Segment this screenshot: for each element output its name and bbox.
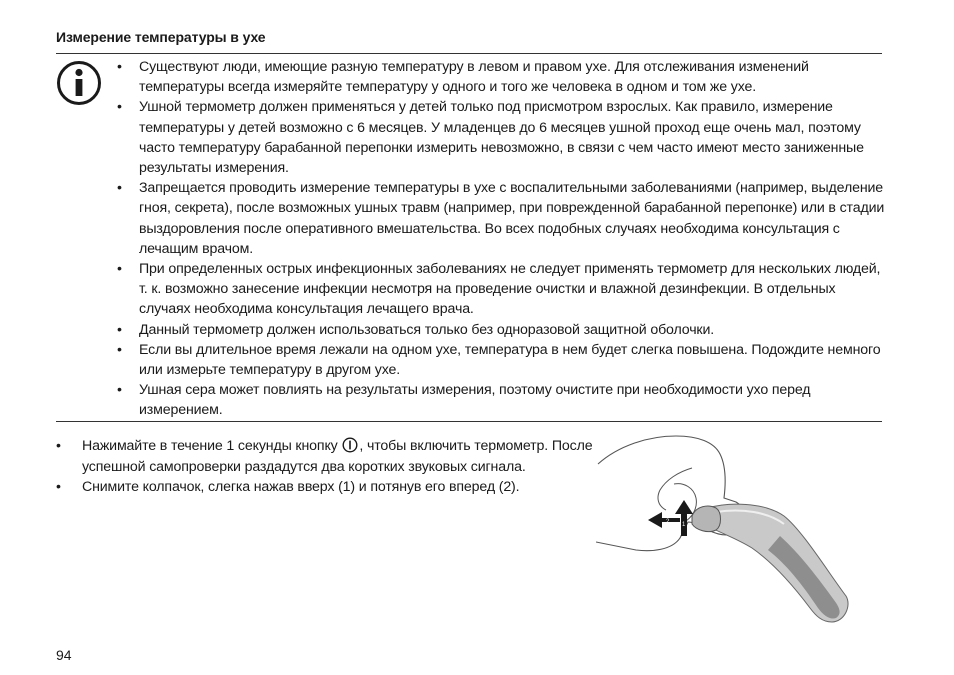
step-item [56,436,601,477]
step-item: • Снимите колпачок, слегка нажав вверх (1) и потянув его вперед (2). [56,477,601,498]
notes-rule [56,421,882,422]
thermometer-illustration [596,432,852,628]
note-item: • Ушная сера может повлиять на результаты измерения, поэтому очистите при необходимости ухо перед измерением. [117,380,889,420]
info-notes-list [117,57,889,421]
note-item: • Данный термометр должен использоваться только без одноразовой защитной оболочки. [117,320,889,340]
section-title: Измерение температуры в ухе [56,29,266,45]
header-rule [56,53,882,54]
arrow-label-1: 1 [682,522,686,528]
step-text: , чтобы включить термометр. После успешной самопроверки раздадутся два коротких звуковых сигнала. [82,438,593,475]
power-button-icon [342,437,358,453]
instruction-steps [56,436,601,498]
note-item: • Если вы длительное время лежали на одном ухе, температура в нем будет слегка повышена. Подождите немного или измерьте температуру в другом ухе. [117,340,889,380]
arrow-label-2: 2 [666,519,670,525]
probe-cap [692,506,721,532]
note-item: • Запрещается проводить измерение температуры в ухе с воспалительными заболеваниями (например, выделение гноя, секрета), после возможных ушных травм (например, при поврежденной барабанной перепонке) или в стадии выздоровления после оперативного вмешательства. Во всех подобных случаях необходима консультация с лечащим врачом. [117,178,889,259]
note-item: • Ушной термометр должен применяться у детей только под присмотром взрослых. Как правило, измерение температуры у детей возможно с 6 месяцев. У младенцев до 6 месяцев ушной проход еще очень мал, поэтому часто температуру барабанной перепонки измерить невозможно, в связи с чем часто имеют место заниженные результаты измерения. [117,97,889,178]
note-item: • Существуют люди, имеющие разную температуру в левом и правом ухе. Для отслеживания изменений температуры всегда измеряйте температуру у одного и того же человека в одном и том же ухе. [117,57,889,97]
step-text: Нажимайте в течение 1 секунды кнопку [82,438,338,454]
arrow-left-2 [648,512,680,528]
note-item: • При определенных острых инфекционных заболеваниях не следует применять термометр для нескольких людей, т. к. возможно занесение инфекции несмотря на проведение очистки и влажной дезинфекции. В отдельных случаях необходима консультация лечащего врача. [117,259,889,320]
page-number: 94 [56,647,72,663]
info-icon [56,60,102,106]
finger-outline [658,468,692,510]
